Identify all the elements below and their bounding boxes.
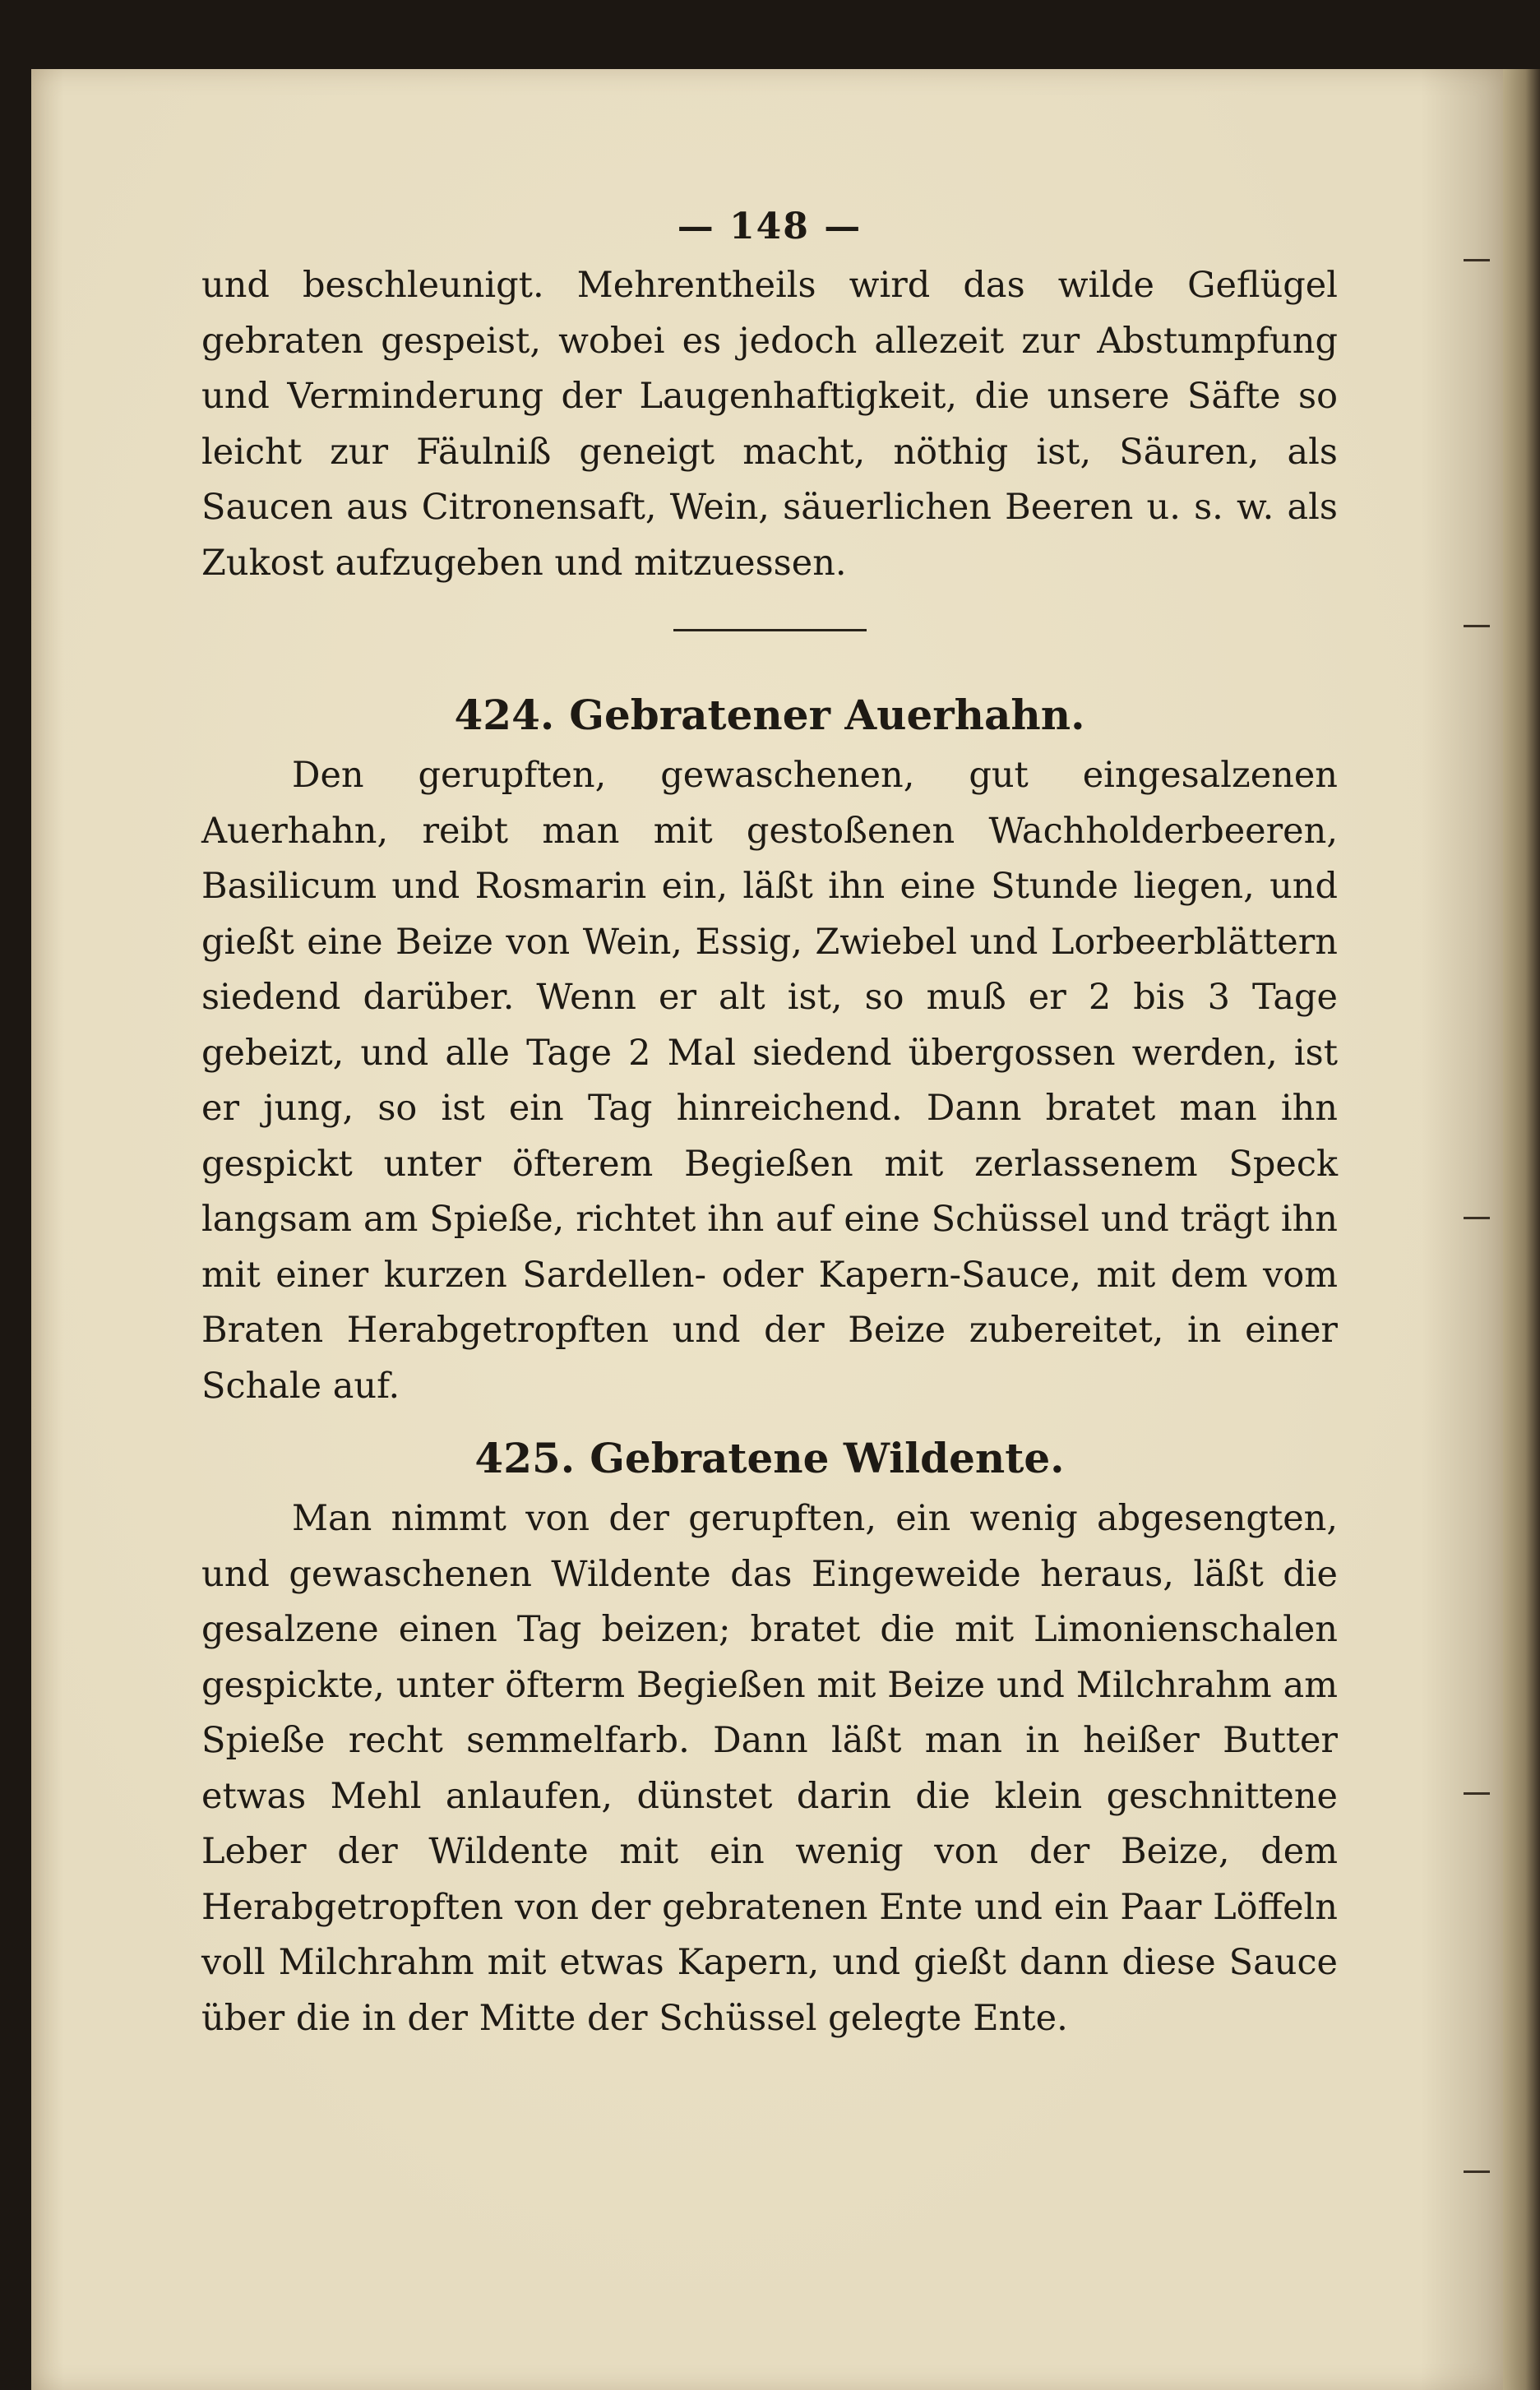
recipe-number: 425. [474, 1434, 576, 1482]
section-divider [673, 629, 867, 631]
binding-stitch [1464, 1792, 1490, 1795]
recipe-text-425: Man nimmt von der gerupften, ein wenig abgesengten, und gewaschenen Wildente das Eingeweide heraus, läßt die gesalzene einen Tag beizen; bratet die mit Limonienschalen gespickte, unter öfterm Begießen mit Beize und Milchrahm am Spieße recht semmelfarb. Dann läßt man in heißer Butter etwas Mehl anlaufen, dünstet darin die klein geschnittene Leber der Wildente mit ein wenig von der Beize, dem Herabgetropften von der gebratenen Ente und ein Paar Löffeln voll Milchrahm mit etwas Kapern, und gießt dann diese Sauce über die in der Mitte der Schüssel gelegte Ente. [201, 1498, 1338, 2039]
binding-stitch [1464, 259, 1490, 261]
recipe-title: Gebratener Auerhahn. [569, 691, 1085, 739]
recipe-title: Gebratene Wildente. [590, 1434, 1065, 1482]
recipe-heading-425 [201, 1426, 1338, 1491]
binding-stitch [1464, 625, 1490, 627]
binding-stitch [1464, 1217, 1490, 1219]
page-edge [1503, 69, 1540, 2390]
recipe-heading-424 [201, 682, 1338, 748]
recipe-number: 424. [454, 691, 555, 739]
page-content [201, 206, 1338, 2046]
page-number: — 148 — [677, 206, 862, 247]
recipe-text-424: Den gerupften, gewaschenen, gut eingesalzenen Auerhahn, reibt man mit gestoßenen Wachholderbeeren, Basilicum und Rosmarin ein, läßt ihn eine Stunde liegen, und gießt eine Beize von Wein, Essig, Zwiebel und Lorbeerblättern siedend darüber. Wenn er alt ist, so muß er 2 bis 3 Tage gebeizt, und alle Tage 2 Mal siedend übergossen werden, ist er jung, so ist ein Tag hinreichend. Dann bratet man ihn gespickt unter öfterem Begießen mit zerlassenem Speck langsam am Spieße, richtet ihn auf eine Schüssel und trägt ihn mit einer kurzen Sardellen- oder Kapern-Sauce, mit dem vom Braten Herabgetropften und der Beize zubereitet, in einer Schale auf. [201, 755, 1338, 1407]
binding-stitch [1464, 2170, 1490, 2173]
intro-paragraph: und beschleunigt. Mehrentheils wird das wilde Geflügel gebraten gespeist, wobei es jedoch allezeit zur Abstumpfung und Verminderung der Laugenhaftigkeit, die unsere Säfte so leicht zur Fäulniß geneigt macht, nöthig ist, Säuren, als Saucen aus Citronensaft, Wein, säuerlichen Beeren u. s. w. als Zukost aufzugeben und mitzuessen. [201, 265, 1338, 584]
